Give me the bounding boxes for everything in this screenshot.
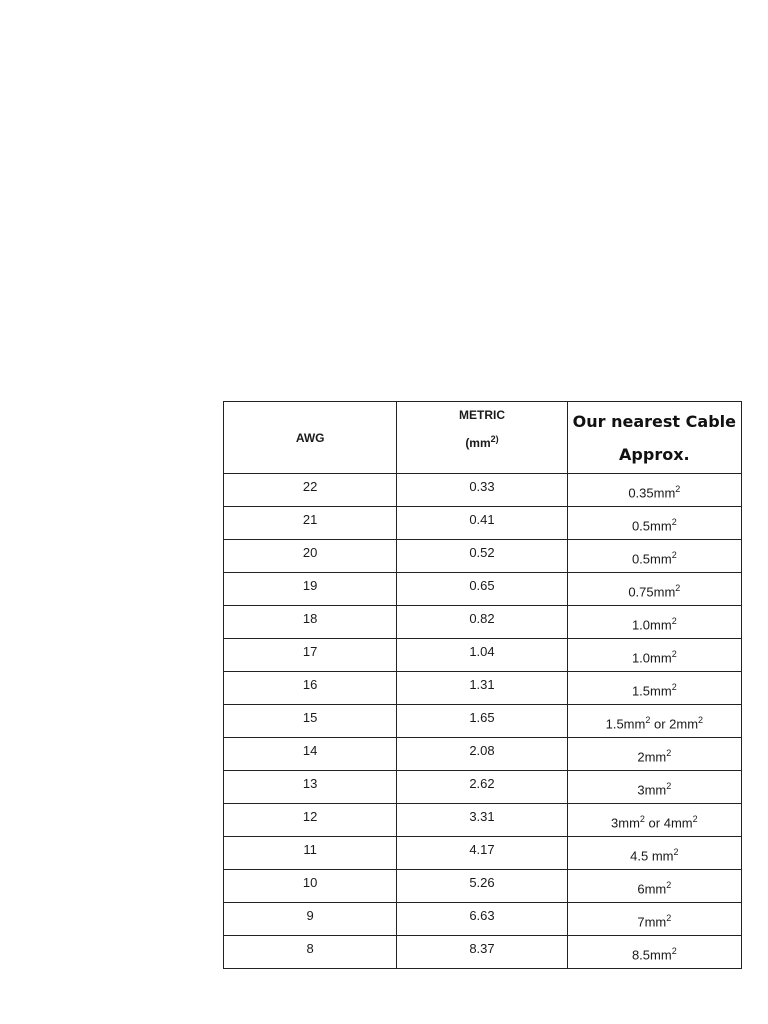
awg-conversion-table xyxy=(223,401,742,969)
awg-cell xyxy=(224,705,397,738)
awg-cell xyxy=(224,573,397,606)
cable-cell xyxy=(567,672,741,705)
cable-cell xyxy=(567,771,741,804)
metric-value: 8.37 xyxy=(469,941,495,956)
table-row xyxy=(224,870,742,903)
awg-cell xyxy=(224,606,397,639)
metric-cell xyxy=(397,870,567,903)
metric-value: 0.41 xyxy=(469,512,495,527)
metric-value: 5.26 xyxy=(469,875,495,890)
cable-cell xyxy=(567,705,741,738)
metric-value: 1.65 xyxy=(469,710,495,725)
header-metric-unit: ($mm^{2)}$ xyxy=(465,434,499,450)
cable-value: $0.5mm^2$ xyxy=(631,517,677,534)
table-row xyxy=(224,903,742,936)
cable-cell xyxy=(567,804,741,837)
awg-cell xyxy=(224,870,397,903)
awg-cell xyxy=(224,903,397,936)
header-metric-label: METRIC xyxy=(458,408,505,422)
header-cable-line2: Approx. xyxy=(619,444,690,464)
cable-value: $0.35mm^2$ xyxy=(628,484,681,501)
cable-cell xyxy=(567,738,741,771)
cable-cell xyxy=(567,540,741,573)
cable-value: $2mm^2$ xyxy=(637,748,672,765)
cable-value: $1.0mm^2$ xyxy=(631,649,677,666)
cable-cell xyxy=(567,639,741,672)
cable-cell xyxy=(567,474,741,507)
awg-value: 9 xyxy=(306,908,314,923)
table-row xyxy=(224,540,742,573)
table-row xyxy=(224,738,742,771)
awg-value: 10 xyxy=(302,875,318,890)
cable-cell xyxy=(567,903,741,936)
metric-cell xyxy=(397,639,567,672)
metric-cell xyxy=(397,936,567,969)
awg-value: 21 xyxy=(302,512,318,527)
header-awg-label: AWG xyxy=(295,431,325,445)
awg-cell xyxy=(224,540,397,573)
cable-value: $0.75mm^2$ xyxy=(628,583,681,600)
table-row xyxy=(224,507,742,540)
awg-value: 13 xyxy=(302,776,318,791)
awg-value: 17 xyxy=(302,644,318,659)
table-row xyxy=(224,771,742,804)
cable-value: $0.5mm^2$ xyxy=(631,550,677,567)
cable-value: $3mm^2$ or $4mm^2$ xyxy=(611,814,698,831)
table-row xyxy=(224,837,742,870)
table-row xyxy=(224,804,742,837)
awg-cell xyxy=(224,474,397,507)
metric-cell xyxy=(397,507,567,540)
cable-cell xyxy=(567,606,741,639)
cable-value: 4.5 $mm^2$ xyxy=(630,847,679,864)
metric-cell xyxy=(397,705,567,738)
metric-value: 3.31 xyxy=(469,809,495,824)
metric-value: 6.63 xyxy=(469,908,495,923)
awg-cell xyxy=(224,639,397,672)
awg-value: 18 xyxy=(302,611,318,626)
cable-cell xyxy=(567,837,741,870)
awg-cell xyxy=(224,738,397,771)
table-row xyxy=(224,672,742,705)
cable-cell xyxy=(567,507,741,540)
metric-cell xyxy=(397,573,567,606)
header-awg xyxy=(224,402,397,474)
cable-cell xyxy=(567,573,741,606)
table-body xyxy=(224,474,742,969)
cable-cell xyxy=(567,936,741,969)
awg-cell xyxy=(224,507,397,540)
metric-cell xyxy=(397,672,567,705)
awg-value: 12 xyxy=(302,809,318,824)
awg-value: 15 xyxy=(302,710,318,725)
cable-value: $3mm^2$ xyxy=(637,781,672,798)
awg-cell xyxy=(224,837,397,870)
header-metric xyxy=(397,402,567,474)
awg-value: 20 xyxy=(302,545,318,560)
metric-cell xyxy=(397,606,567,639)
awg-value: 11 xyxy=(303,842,317,857)
table-row xyxy=(224,573,742,606)
awg-cell xyxy=(224,672,397,705)
header-nearest-cable xyxy=(567,402,741,474)
metric-cell xyxy=(397,738,567,771)
metric-cell xyxy=(397,903,567,936)
table-row xyxy=(224,606,742,639)
metric-value: 0.52 xyxy=(469,545,495,560)
metric-value: 0.65 xyxy=(469,578,495,593)
metric-cell xyxy=(397,804,567,837)
awg-value: 19 xyxy=(302,578,318,593)
table-header-row xyxy=(224,402,742,474)
awg-cell xyxy=(224,771,397,804)
awg-cell xyxy=(224,804,397,837)
cable-cell xyxy=(567,870,741,903)
table-row xyxy=(224,705,742,738)
metric-value: 0.82 xyxy=(469,611,495,626)
metric-cell xyxy=(397,837,567,870)
awg-value: 22 xyxy=(302,479,318,494)
metric-value: 4.17 xyxy=(469,842,495,857)
awg-value: 14 xyxy=(302,743,318,758)
table-row xyxy=(224,474,742,507)
metric-value: 2.08 xyxy=(469,743,495,758)
table-row xyxy=(224,639,742,672)
cable-value: $6mm^2$ xyxy=(637,880,672,897)
metric-value: 0.33 xyxy=(469,479,495,494)
metric-value: 1.31 xyxy=(469,677,495,692)
metric-value: 2.62 xyxy=(469,776,495,791)
cable-value: $8.5mm^2$ xyxy=(631,946,677,963)
awg-value: 16 xyxy=(302,677,318,692)
metric-cell xyxy=(397,771,567,804)
table-row xyxy=(224,936,742,969)
cable-value: $7mm^2$ xyxy=(637,913,672,930)
cable-value: $1.5mm^2$ or $2mm^2$ xyxy=(605,715,704,732)
metric-cell xyxy=(397,474,567,507)
metric-value: 1.04 xyxy=(469,644,495,659)
awg-cell xyxy=(224,936,397,969)
cable-value: $1.0mm^2$ xyxy=(631,616,677,633)
metric-cell xyxy=(397,540,567,573)
cable-value: $1.5mm^2$ xyxy=(631,682,677,699)
header-cable-line1: Our nearest Cable xyxy=(572,411,736,431)
awg-value: 8 xyxy=(306,941,314,956)
